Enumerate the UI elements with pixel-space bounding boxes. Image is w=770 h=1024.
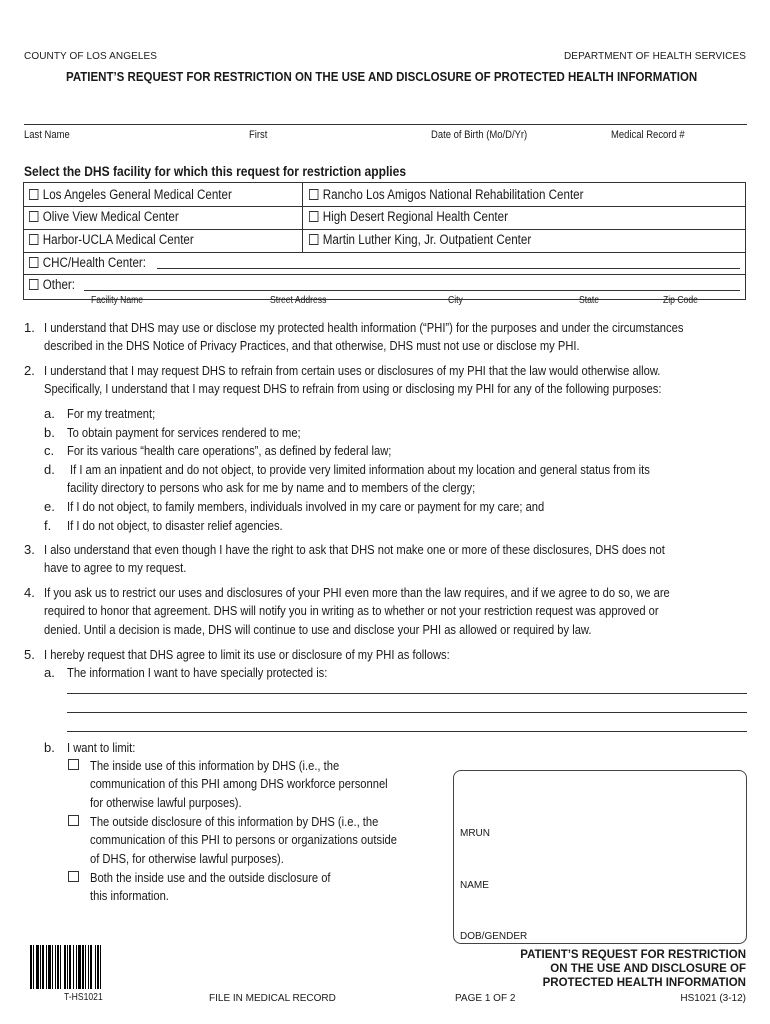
- checkbox[interactable]: [29, 189, 38, 200]
- item-3-text: have to agree to my request.: [44, 560, 187, 575]
- item-4-text: If you ask us to restrict our uses and disclosures of your PHI even more than the law requires, and if we agree to do so, we are: [44, 585, 670, 600]
- limit-option-text: communication of this PHI to persons or organizations outside: [90, 832, 397, 847]
- name-label: NAME: [460, 880, 489, 891]
- sub-item-text: If I am an inpatient and do not object, to provide very limited information about my location and general status from its: [70, 462, 650, 477]
- file-instruction: FILE IN MEDICAL RECORD: [209, 993, 336, 1004]
- limit-outside-disclosure-checkbox[interactable]: [68, 815, 79, 826]
- item-4-text: denied. Until a decision is made, DHS will continue to use and disclose your PHI as allowed or required by law.: [44, 622, 592, 637]
- checkbox[interactable]: [309, 189, 318, 200]
- checkbox[interactable]: [29, 279, 38, 290]
- protected-info-line[interactable]: [67, 693, 747, 694]
- first-name-label: First: [249, 129, 268, 141]
- department-name: DEPARTMENT OF HEALTH SERVICES: [563, 51, 746, 62]
- patient-info-line: [24, 124, 747, 125]
- limit-option-text: The outside disclosure of this information by DHS (i.e., the: [90, 814, 379, 829]
- sub-item-letter: e.: [44, 499, 55, 514]
- limit-inside-use-checkbox[interactable]: [68, 759, 79, 770]
- checkbox[interactable]: [309, 211, 318, 222]
- sub-item-text: For its various “health care operations”, as defined by federal law;: [67, 443, 392, 458]
- footer-title-line: ON THE USE AND DISCLOSURE OF: [550, 963, 746, 975]
- sub-item-text: facility directory to persons who ask for me by name and to members of the clergy;: [67, 480, 476, 495]
- footer-title-line: PROTECTED HEALTH INFORMATION: [542, 977, 746, 989]
- item-3-text: I also understand that even though I have the right to ask that DHS not make one or more of these disclosures, DHS does not: [44, 542, 665, 557]
- footer-title-line: PATIENT’S REQUEST FOR RESTRICTION: [520, 949, 746, 961]
- protected-info-line[interactable]: [67, 712, 747, 713]
- item-4-text: required to honor that agreement. DHS will notify you in writing as to whether or not your restriction request was approved or: [44, 603, 659, 618]
- county-name: COUNTY OF LOS ANGELES: [24, 51, 158, 62]
- facility-option-lac[interactable]: Los Angeles General Medical Center: [29, 187, 232, 202]
- item-number: 3.: [24, 542, 35, 557]
- sub-item-letter: d.: [44, 462, 55, 477]
- barcode-label: T-HS1021: [64, 992, 103, 1003]
- item-5-text: I hereby request that DHS agree to limit its use or disclosure of my PHI as follows:: [44, 647, 450, 662]
- barcode: [30, 945, 148, 989]
- barcode-bar: [101, 945, 103, 989]
- facility-option-chc[interactable]: CHC/Health Center:: [29, 255, 146, 270]
- limit-option-text: of DHS, for otherwise lawful purposes).: [90, 851, 284, 866]
- form-number: HS1021 (3-12): [680, 993, 746, 1004]
- limit-option-text: communication of this PHI among DHS workforce personnel: [90, 776, 388, 791]
- item-number: 5.: [24, 647, 35, 662]
- facility-heading: Select the DHS facility for which this request for restriction applies: [24, 163, 407, 179]
- item-number: 2.: [24, 363, 35, 378]
- facility-option-high-desert[interactable]: High Desert Regional Health Center: [309, 209, 508, 224]
- sub-item-text: If I do not object, to family members, individuals involved in my care or payment for my care; and: [67, 499, 545, 514]
- facility-option-mlk[interactable]: Martin Luther King, Jr. Outpatient Center: [309, 232, 531, 247]
- item-number: 1.: [24, 320, 35, 335]
- sub-item-letter: b.: [44, 740, 55, 755]
- medical-record-label: Medical Record #: [611, 129, 685, 141]
- limit-option-text: The inside use of this information by DHS (i.e., the: [90, 758, 340, 773]
- limit-option-text: Both the inside use and the outside disclosure of: [90, 870, 331, 885]
- item-number: 4.: [24, 585, 35, 600]
- street-address-caption: Street Address: [270, 295, 327, 306]
- sub-item-text: The information I want to have specially protected is:: [67, 665, 328, 680]
- protected-info-line[interactable]: [67, 731, 747, 732]
- other-address-line[interactable]: [84, 290, 740, 291]
- sub-item-letter: b.: [44, 425, 55, 440]
- dob-label: Date of Birth (Mo/D/Yr): [431, 129, 528, 141]
- limit-both-checkbox[interactable]: [68, 871, 79, 882]
- sub-item-letter: a.: [44, 406, 55, 421]
- limit-option-text: this information.: [90, 888, 169, 903]
- sub-item-text: To obtain payment for services rendered to me;: [67, 425, 301, 440]
- item-2-text: Specifically, I understand that I may request DHS to refrain from using or disclosing my PHI for any of the following purposes:: [44, 381, 662, 396]
- form-title: PATIENT’S REQUEST FOR RESTRICTION ON THE USE AND DISCLOSURE OF PROTECTED HEALTH INFORMATION: [66, 70, 698, 84]
- facility-name-caption: Facility Name: [91, 295, 144, 306]
- state-caption: State: [579, 295, 600, 306]
- checkbox[interactable]: [29, 211, 38, 222]
- dob-gender-label: DOB/GENDER: [460, 931, 528, 942]
- sub-item-letter: a.: [44, 665, 55, 680]
- item-2-text: I understand that I may request DHS to refrain from certain uses or disclosures of my PHI that the law would otherwise allow.: [44, 363, 661, 378]
- page-number: PAGE 1 OF 2: [455, 993, 516, 1004]
- zip-code-caption: Zip Code: [663, 295, 698, 306]
- chc-name-line[interactable]: [157, 268, 740, 269]
- sub-item-text: If I do not object, to disaster relief agencies.: [67, 518, 283, 533]
- mrun-label: MRUN: [460, 828, 490, 839]
- limit-option-text: for otherwise lawful purposes).: [90, 795, 242, 810]
- facility-option-rancho[interactable]: Rancho Los Amigos National Rehabilitation Center: [309, 187, 584, 202]
- facility-option-harbor-ucla[interactable]: Harbor-UCLA Medical Center: [29, 232, 194, 247]
- sub-item-letter: f.: [44, 518, 52, 533]
- city-caption: City: [448, 295, 463, 306]
- item-1-text: described in the DHS Notice of Privacy Practices, and that otherwise, DHS must not use or disclose my PHI.: [44, 338, 580, 353]
- checkbox[interactable]: [29, 257, 38, 268]
- patient-stamp-box[interactable]: [453, 770, 747, 944]
- checkbox[interactable]: [29, 234, 38, 245]
- checkbox[interactable]: [309, 234, 318, 245]
- sub-item-text: For my treatment;: [67, 406, 156, 421]
- footer-title: [520, 948, 746, 990]
- sub-item-text: I want to limit:: [67, 740, 136, 755]
- last-name-label: Last Name: [24, 129, 70, 141]
- facility-option-olive-view[interactable]: Olive View Medical Center: [29, 209, 179, 224]
- item-1-text: I understand that DHS may use or disclose my protected health information (“PHI”) for the purposes and under the circumstances: [44, 320, 684, 335]
- sub-item-letter: c.: [44, 443, 55, 458]
- facility-option-other[interactable]: Other:: [29, 277, 75, 292]
